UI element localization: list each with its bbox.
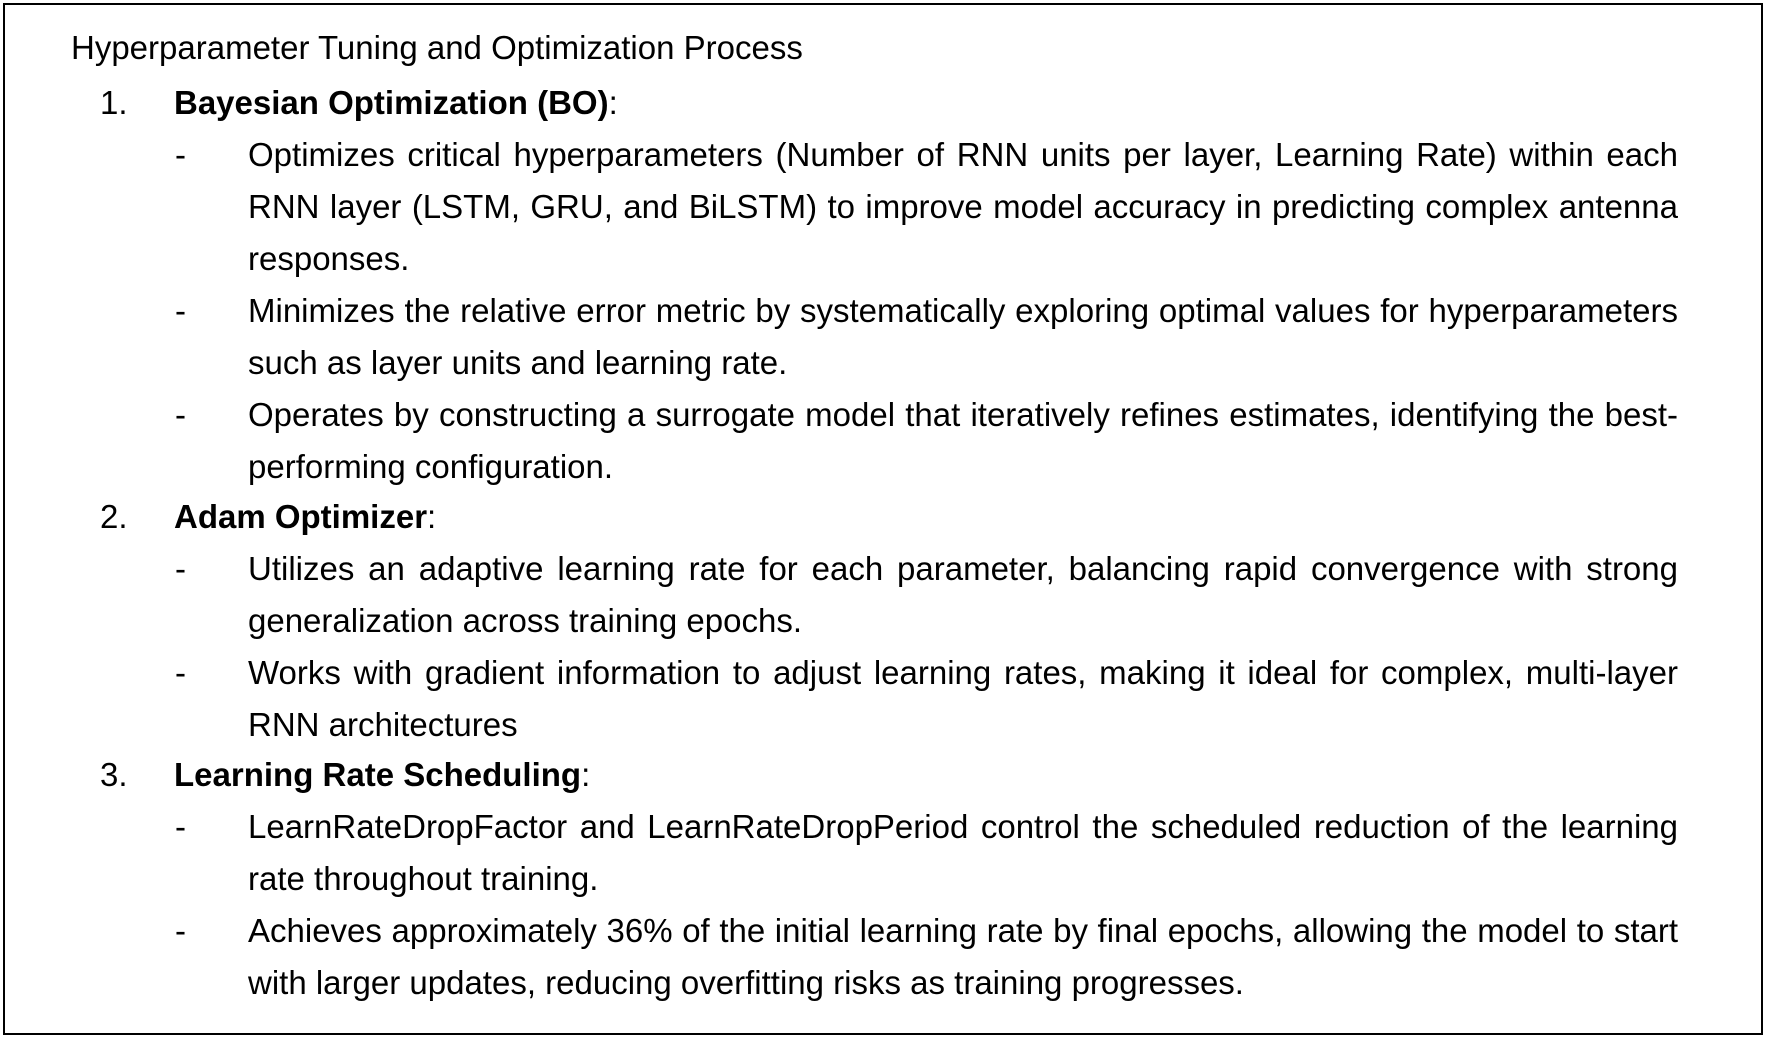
bullet-dash: - bbox=[175, 136, 186, 173]
section-title-colon: : bbox=[608, 84, 618, 121]
bullet-text: Operates by constructing a surrogate model that iteratively refines estimates, identifying the best-performing configuration. bbox=[248, 396, 1678, 485]
bullet-dash: - bbox=[175, 808, 186, 845]
bullet-text: Minimizes the relative error metric by systematically exploring optimal values for hyperparameters such as layer units and learning rate. bbox=[248, 292, 1678, 381]
section-title-colon: : bbox=[427, 498, 437, 535]
list-item bbox=[0, 905, 1770, 1009]
list-item bbox=[0, 801, 1770, 905]
section-bayesian-optimization bbox=[0, 77, 1770, 493]
section-heading bbox=[0, 77, 1770, 129]
section-title-colon: : bbox=[581, 756, 591, 793]
section-heading bbox=[0, 491, 1770, 543]
list-item bbox=[0, 129, 1770, 285]
list-item bbox=[0, 285, 1770, 389]
bullet-text: Works with gradient information to adjust learning rates, making it ideal for complex, multi-layer RNN architectures bbox=[248, 654, 1678, 743]
document-title: Hyperparameter Tuning and Optimization Process bbox=[71, 29, 803, 66]
bullet-dash: - bbox=[175, 292, 186, 329]
list-item bbox=[0, 389, 1770, 493]
section-title-text: Bayesian Optimization (BO) bbox=[174, 84, 609, 121]
section-number: 2. bbox=[100, 498, 128, 535]
section-title bbox=[174, 749, 590, 801]
bullet-text: Achieves approximately 36% of the initial learning rate by final epochs, allowing the model to start with larger updates, reducing overfitting risks as training progresses. bbox=[248, 912, 1678, 1001]
bullet-text: Optimizes critical hyperparameters (Number of RNN units per layer, Learning Rate) within each RNN layer (LSTM, GRU, and BiLSTM) to improve model accuracy in predicting complex antenna responses. bbox=[248, 136, 1678, 277]
bullet-dash: - bbox=[175, 396, 186, 433]
section-learning-rate-scheduling bbox=[0, 749, 1770, 1009]
section-adam-optimizer bbox=[0, 491, 1770, 751]
bullet-dash: - bbox=[175, 912, 186, 949]
section-title bbox=[174, 491, 436, 543]
section-number: 1. bbox=[100, 84, 128, 121]
bullet-text: LearnRateDropFactor and LearnRateDropPeriod control the scheduled reduction of the learning rate throughout training. bbox=[248, 808, 1678, 897]
list-item bbox=[0, 543, 1770, 647]
section-title-text: Learning Rate Scheduling bbox=[174, 756, 582, 793]
bullet-text: Utilizes an adaptive learning rate for each parameter, balancing rapid convergence with strong generalization across training epochs. bbox=[248, 550, 1678, 639]
list-item bbox=[0, 647, 1770, 751]
bullet-dash: - bbox=[175, 550, 186, 587]
section-title bbox=[174, 77, 618, 129]
bullet-dash: - bbox=[175, 654, 186, 691]
section-heading bbox=[0, 749, 1770, 801]
section-number: 3. bbox=[100, 756, 128, 793]
section-title-text: Adam Optimizer bbox=[174, 498, 428, 535]
